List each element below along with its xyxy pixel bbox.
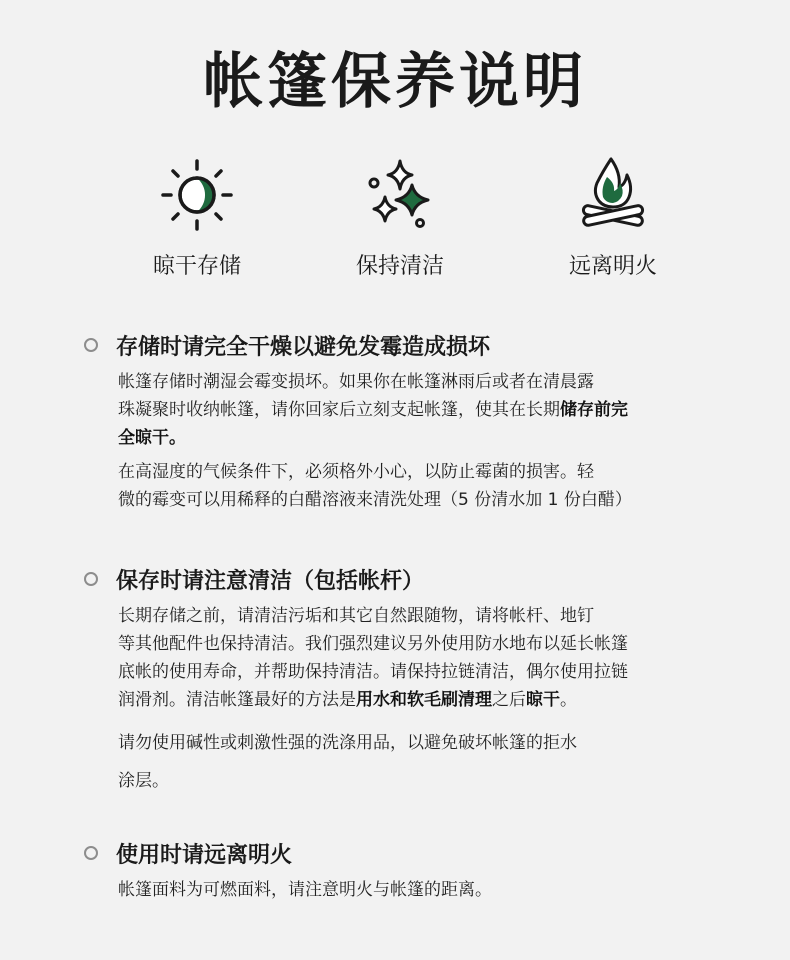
text-line: 微的霉变可以用稀释的白醋溶液来清洗处理（5 份清水加 1 份白醋）: [118, 490, 632, 510]
icon-card-dry: [117, 155, 277, 280]
text-run: 珠凝聚时收纳帐篷，请你回家后立刻支起帐篷，使其在长期: [118, 400, 560, 420]
icon-label-fire: 远离明火: [568, 254, 657, 279]
text-run: 。: [560, 690, 577, 710]
text-line: 底帐的使用寿命，并帮助保持清洁。请保持拉链清洁，偶尔使用拉链: [118, 662, 628, 682]
bullet-icon: [84, 338, 98, 352]
paragraph: [118, 602, 718, 714]
text-line: 帐篷存储时潮湿会霉变损坏。如果你在帐篷淋雨后或者在清晨露: [118, 372, 594, 392]
section-title: 存储时请完全干燥以避免发霉造成损坏: [116, 335, 491, 360]
paragraph: [118, 724, 718, 800]
icon-label-dry: 晾干存储: [152, 254, 241, 279]
section-title: 保存时请注意清洁（包括帐杆）: [116, 569, 425, 594]
icon-row: [0, 155, 790, 285]
paragraph: [118, 876, 718, 904]
text-line: 请勿使用碱性或刺激性强的洗涤用品，以避免破坏帐篷的拒水: [118, 733, 577, 753]
icon-card-fire: [533, 155, 693, 280]
paragraph: [118, 458, 718, 514]
section-title: 使用时请远离明火: [116, 843, 293, 868]
bullet-icon: [84, 572, 98, 586]
text-line: 涂层。: [118, 771, 169, 791]
campfire-icon: [573, 155, 653, 235]
page-title: 帐篷保养说明: [203, 47, 587, 117]
text-line: 在高湿度的气候条件下，必须格外小心，以防止霉菌的损害。轻: [118, 462, 594, 482]
text-line: 长期存储之前，请清洁污垢和其它自然跟随物，请将帐杆、地钉: [118, 606, 594, 626]
text-line: [118, 686, 718, 714]
icon-label-clean: 保持清洁: [355, 254, 444, 279]
sun-icon: [157, 155, 237, 235]
text-run: 之后: [492, 690, 526, 710]
text-line: [118, 396, 718, 424]
bullet-icon: [84, 846, 98, 860]
text-line: 帐篷面料为可燃面料，请注意明火与帐篷的距离。: [118, 880, 492, 900]
sparkle-icon: [360, 155, 440, 235]
text-line: 等其他配件也保持清洁。我们强烈建议另外使用防水地布以延长帐篷: [118, 634, 628, 654]
bold-text: 全晾干。: [118, 428, 186, 448]
icon-card-clean: [320, 155, 480, 280]
bold-text: 储存前完: [560, 400, 628, 420]
paragraph: [118, 368, 718, 452]
text-line: [118, 424, 718, 452]
bold-text: 晾干: [526, 690, 560, 710]
bold-text: 用水和软毛刷清理: [356, 690, 492, 710]
text-run: 润滑剂。清洁帐篷最好的方法是: [118, 690, 356, 710]
